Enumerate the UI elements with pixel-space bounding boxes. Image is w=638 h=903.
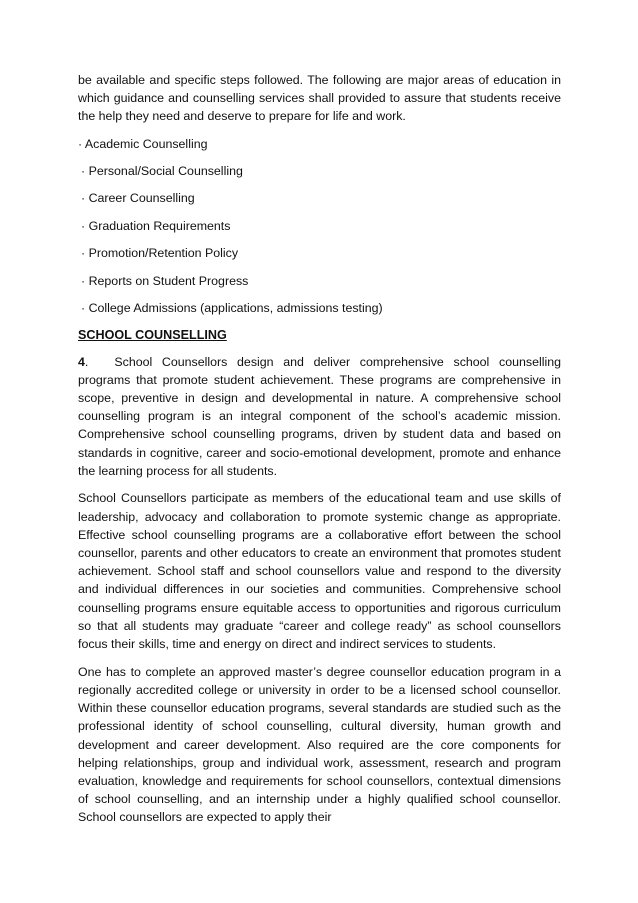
intro-paragraph: be available and specific steps followed. The following are major areas of education in which guidance and counselling services shall provided to assure that students receive the help they need and deserve to prepare for life and work. bbox=[78, 73, 561, 124]
section-paragraph-2: School Counsellors participate as members of the educational team and use skills of leadership, advocacy and collaboration to promote systemic change as appropriate. Effective school counselling programs are a collaborative effort between the school counsellor, parents and other educators to create an environment that promotes student achievement. School staff and school counsellors value and respond to the diversity and individual differences in our societies and communities. Comprehensive school counselling programs ensure equitable access to opportunities and rigorous curriculum so that all students may graduate “career and college ready” as school counsellors focus their skills, time and energy on direct and indirect services to students. bbox=[78, 491, 561, 652]
counselling-areas-list bbox=[78, 135, 561, 318]
document-page bbox=[78, 71, 561, 836]
section-paragraph-3: One has to complete an approved master’s degree counsellor education program in a regionally accredited college or university in order to be a licensed school counsellor. Within these counsellor education programs, several standards are studied such as the professional identity of school counselling, cultural diversity, human growth and development and career development. Also required are the core components for helping relationships, group and individual work, assessment, research and program evaluation, knowledge and requirements for school counsellors, contextual dimensions of school counselling, and an internship under a highly qualified school counsellor. School counsellors are expected to apply their bbox=[78, 664, 561, 825]
section-number-suffix: . bbox=[84, 354, 89, 369]
section-paragraph-1 bbox=[78, 353, 561, 480]
list-item: · Academic Counselling bbox=[78, 136, 208, 151]
list-item: · College Admissions (applications, admissions testing) bbox=[81, 300, 383, 315]
list-item: · Personal/Social Counselling bbox=[81, 164, 243, 178]
list-item: · Reports on Student Progress bbox=[81, 273, 249, 288]
section-heading: SCHOOL COUNSELLING bbox=[78, 328, 227, 343]
list-item: · Career Counselling bbox=[81, 191, 195, 206]
paragraph-1-text: School Counsellors design and deliver comprehensive school counselling programs that promote student achievement. These programs are comprehensive in scope, preventive in design and developmental in nature. A comprehensive school counselling program is an integral component of the school’s academic mission. Comprehensive school counselling programs, driven by student data and based on standards in cognitive, career and socio-emotional development, promote and enhance the learning process for all students. bbox=[78, 354, 561, 478]
list-item: · Graduation Requirements bbox=[81, 218, 231, 233]
list-item: · Promotion/Retention Policy bbox=[81, 246, 239, 261]
section-number: 4 bbox=[78, 354, 85, 369]
